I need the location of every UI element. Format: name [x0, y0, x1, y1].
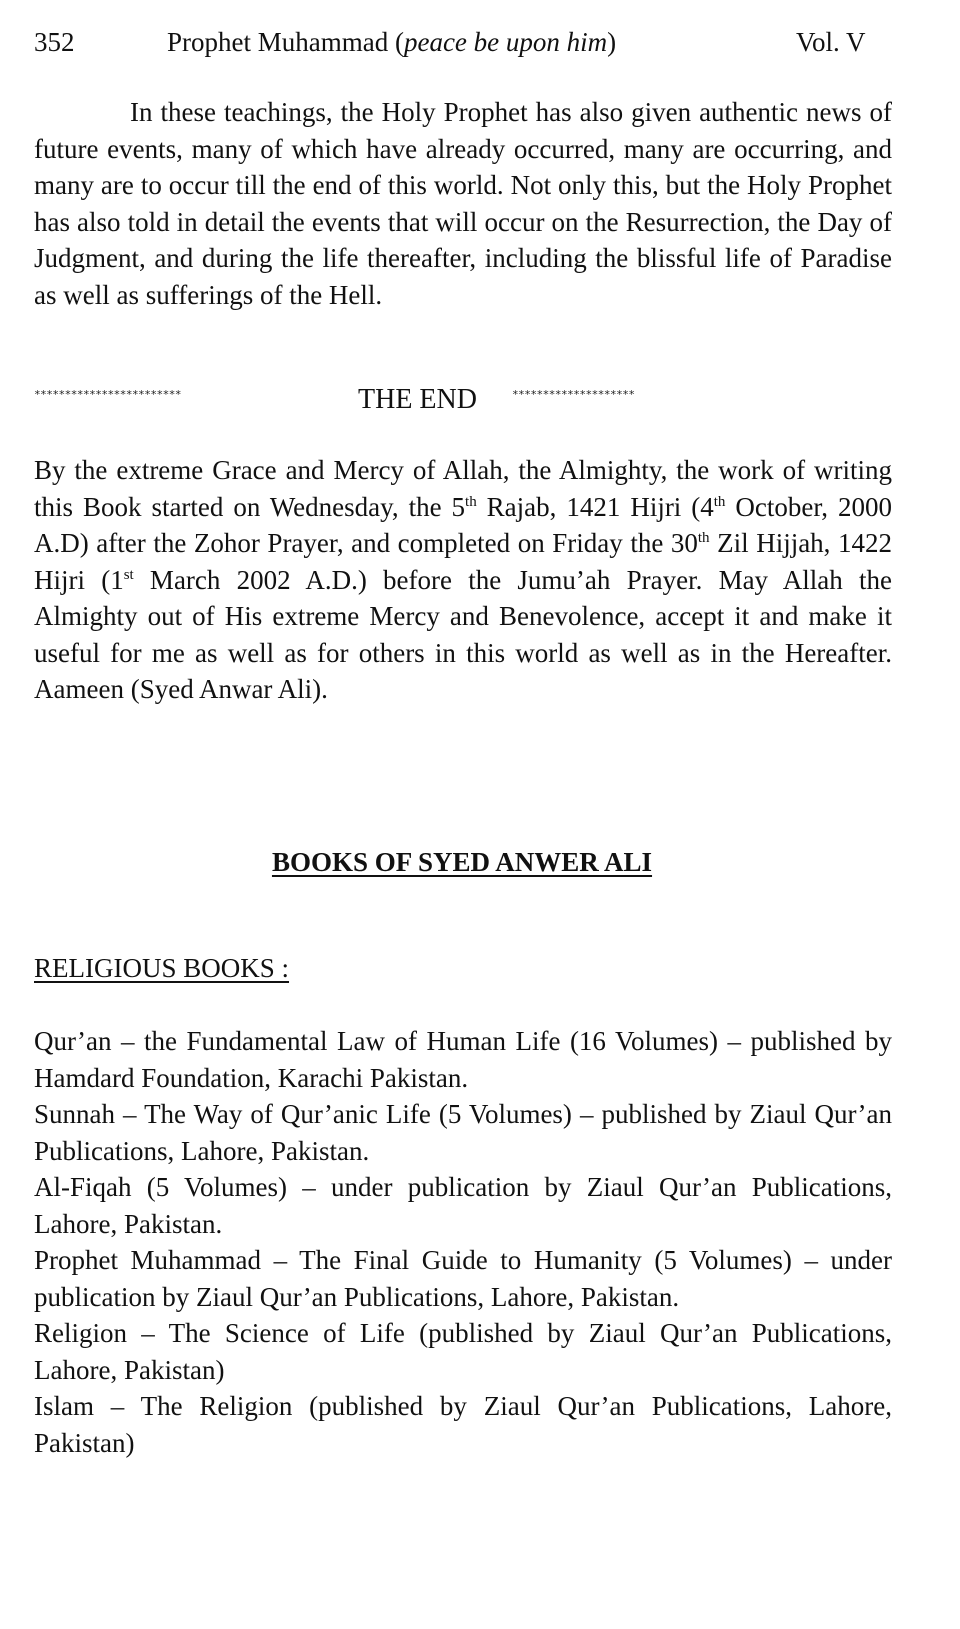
- book-item: Sunnah – The Way of Qur’anic Life (5 Volumes) – published by Ziaul Qur’an Publications, Lahore, Pakistan.: [34, 1099, 892, 1166]
- religious-books-heading: RELIGIOUS BOOKS :: [34, 953, 290, 983]
- running-title: Prophet Muhammad (peace be upon him): [167, 27, 617, 57]
- page-header: [34, 22, 914, 62]
- the-end-label: THE END: [358, 384, 477, 415]
- running-title-italic: peace be upon him: [403, 27, 608, 57]
- book-item: Islam – The Religion (published by Ziaul Qur’an Publications, Lahore, Pakistan): [34, 1391, 892, 1458]
- volume-label: Vol. V: [796, 27, 866, 57]
- page-number: 352: [34, 27, 75, 57]
- closing-paragraph: By the extreme Grace and Mercy of Allah, the Almighty, the work of writing this Book started on Wednesday, the 5th Rajab, 1421 Hijri (4th October, 2000 A.D) after the Zohor Prayer, and completed on Friday the 30th Zil Hijjah, 1422 Hijri (1st March 2002 A.D.) before the Jumu’ah Prayer. May Allah the Almighty out of His extreme Mercy and Benevolence, accept it and make it useful for me as well as for others in this world as well as in the Hereafter. Aameen (Syed Anwar Ali).: [34, 455, 892, 704]
- book-item: Prophet Muhammad – The Final Guide to Humanity (5 Volumes) – under publication by Ziaul Qur’an Publications, Lahore, Pakistan.: [34, 1245, 892, 1312]
- stars-right: ********************: [512, 388, 635, 401]
- intro-paragraph: In these teachings, the Holy Prophet has also given authentic news of future events, many of which have already occurred, many are occurring, and many are to occur till the end of this world. Not only this, but the Holy Prophet has also told in detail the events that will occur on the Resurrection, the Day of Judgment, and during the life thereafter, including the blissful life of Paradise as well as sufferings of the Hell.: [34, 97, 892, 310]
- book-list: [34, 1023, 892, 1461]
- book-item: Religion – The Science of Life (published by Ziaul Qur’an Publications, Lahore, Pakistan): [34, 1318, 892, 1385]
- the-end-divider: [34, 380, 892, 420]
- book-item: Al-Fiqah (5 Volumes) – under publication by Ziaul Qur’an Publications, Lahore, Pakistan.: [34, 1172, 892, 1239]
- stars-left: ************************: [34, 388, 181, 401]
- books-heading: BOOKS OF SYED ANWER ALI: [271, 847, 653, 877]
- book-item: Qur’an – the Fundamental Law of Human Life (16 Volumes) – published by Hamdard Foundation, Karachi Pakistan.: [34, 1026, 892, 1093]
